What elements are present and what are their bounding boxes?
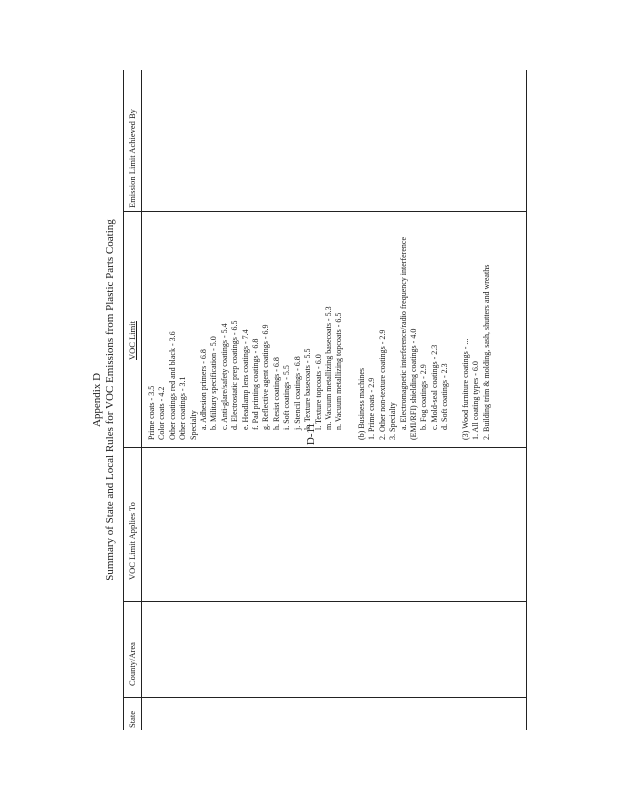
voc-limit-list-wood-furniture [461, 265, 492, 440]
appendix-title: Appendix D [91, 372, 103, 428]
voc-limit-line: 2. Other non-texture coatings - 2.9 [377, 329, 387, 440]
page-number: D-11 [305, 422, 318, 446]
voc-limit-line: n. Vacuum metallizing topcoats - 6.5 [334, 312, 344, 430]
header-bottom-rule [141, 70, 142, 730]
voc-limit-line: 2. Building trim & molding, sash, shutters and wreaths [481, 264, 491, 440]
voc-limit-line: c. Anti-glare/safety coatings - 5.4 [219, 323, 229, 430]
voc-limit-line: i. Soft coatings - 5.5 [282, 365, 292, 430]
voc-limit-line: l. Texture topcoats - 6.0 [313, 354, 323, 430]
table-title: Summary of State and Local Rules for VOC Emissions from Plastic Parts Coating [104, 219, 116, 581]
header-state: State [127, 711, 137, 728]
voc-limit-list-plastic-parts [147, 306, 345, 440]
voc-limit-line: g. Reflective agent coatings - 6.9 [261, 324, 271, 430]
voc-limit-line: a. Electromagnetic interference/radio frequency interference [398, 237, 408, 430]
voc-limit-line: (EMI/RFI) shielding coatings - 4.0 [409, 328, 419, 440]
header-county-area: County/Area [127, 642, 137, 686]
voc-limit-line: 1. All coating types - 6.0 [471, 361, 481, 440]
voc-limit-list-business-machines [357, 237, 451, 440]
voc-limit-line: c. Mold-seal coatings - 2.3 [429, 344, 439, 430]
table-bottom-rule [526, 70, 527, 730]
voc-limit-line: Prime coats - 3.5 [147, 385, 156, 440]
column-divider-2 [123, 601, 526, 602]
voc-limit-line: d. Soft coatings - 2.3 [440, 363, 450, 430]
voc-limit-line: 1. Prime coats - 2.9 [367, 377, 377, 440]
voc-limit-line: d. Electrostatic prep coatings - 6.5 [230, 320, 240, 430]
header-voc-limit: VOC Limit [127, 321, 137, 360]
voc-limit-line: a. Adhesion primers - 6.8 [199, 349, 209, 430]
column-divider-4 [123, 211, 526, 212]
voc-limit-line: Specialty [188, 410, 198, 440]
column-divider-3 [123, 447, 526, 448]
column-divider-1 [123, 697, 526, 698]
header-voc-limit-applies-to: VOC Limit Applies To [127, 502, 137, 580]
rotated-table-sheet [89, 70, 529, 730]
table-top-rule [123, 70, 124, 730]
voc-limit-line: h. Resist coatings - 6.8 [271, 357, 281, 430]
voc-limit-line: Other coatings - 3.1 [178, 376, 188, 440]
voc-limit-line: b. Fog coatings - 2.9 [419, 364, 429, 430]
voc-limit-line: (b) Business machines [357, 368, 366, 440]
voc-limit-line: k. Texture basecoats - 5.5 [303, 348, 313, 430]
voc-limit-line: (3) Wood furniture coatings - ... [461, 338, 470, 440]
voc-limit-line: m. Vacuum metallizing basecoats - 5.3 [323, 306, 333, 430]
voc-limit-line: b. Military specification - 5.0 [209, 336, 219, 430]
voc-limit-line: Other coatings red and black - 3.6 [167, 331, 177, 440]
header-emission-limit-achieved-by: Emission Limit Achieved By [127, 109, 137, 208]
voc-limit-line: j. Stencil coatings - 6.8 [292, 356, 302, 430]
voc-limit-line: 3. Specialty [388, 402, 398, 440]
voc-limit-line: f. Pad printing coatings - 6.8 [251, 338, 261, 430]
voc-limit-line: e. Headlamp lens coatings - 7.4 [240, 329, 250, 430]
voc-limit-line: Color coats - 4.2 [157, 386, 167, 440]
